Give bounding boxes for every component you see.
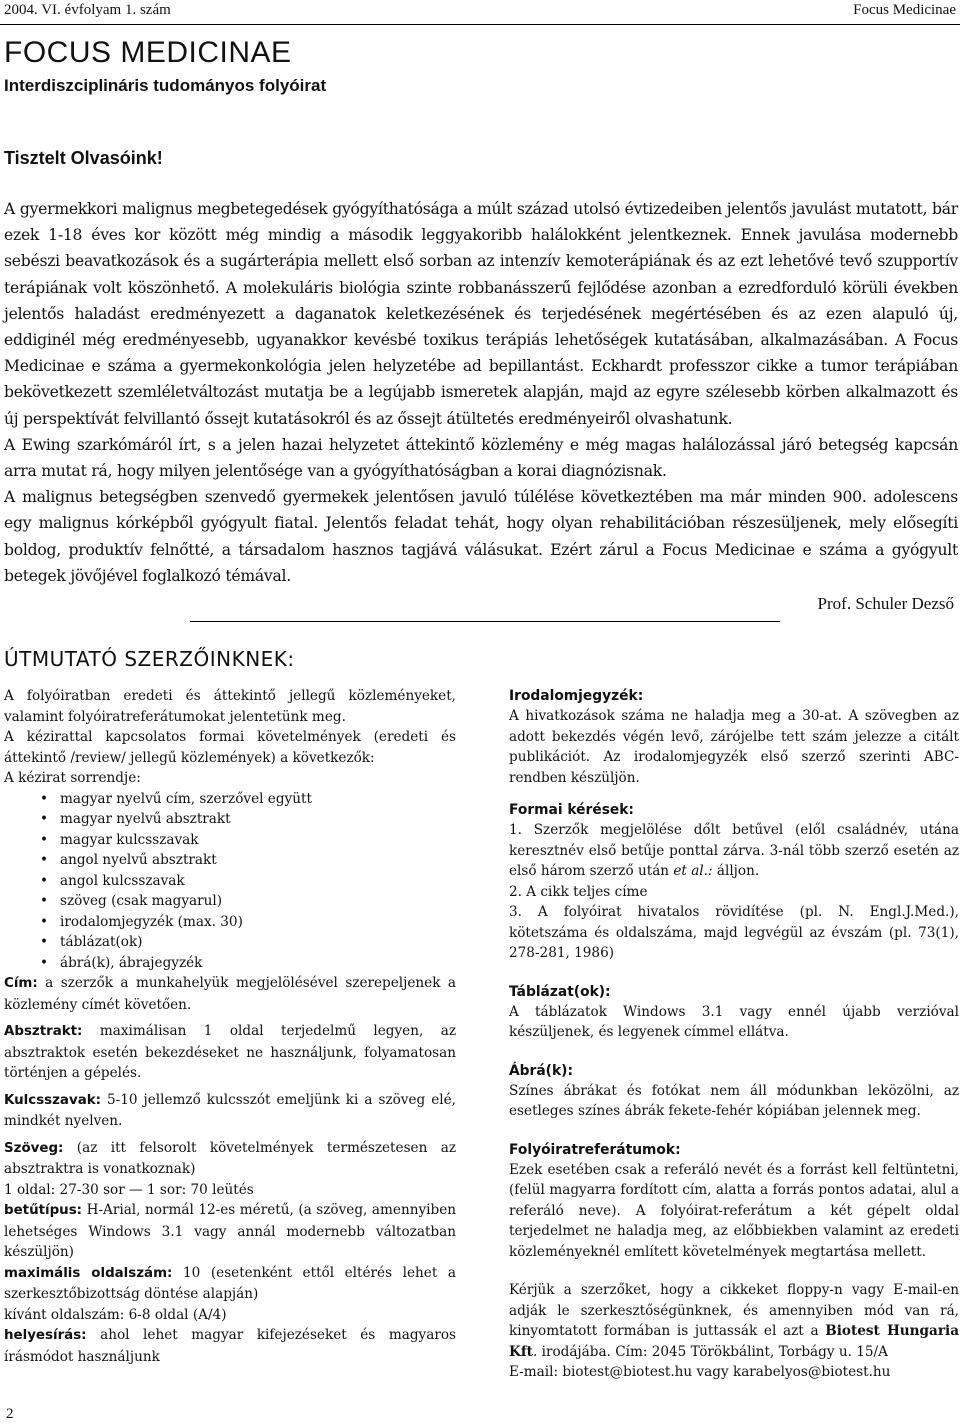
spelling-rule bbox=[4, 1325, 456, 1367]
author-guide-left-column bbox=[4, 686, 456, 1367]
list-item: • angol kulcsszavak bbox=[60, 871, 456, 892]
list-item: • magyar nyelvű absztrakt bbox=[60, 809, 456, 830]
rule-text: ahol lehet magyar kifejezéseket és magyaros írásmódot használjunk bbox=[4, 1327, 456, 1365]
tables-heading: Táblázat(ok): bbox=[509, 983, 611, 1000]
et-al-text: et al.: bbox=[673, 863, 713, 879]
guide-intro: A folyóiratban eredeti és áttekintő jellegű közleményeket, valamint folyóiratreferátumokat jelentetünk meg. bbox=[4, 688, 456, 725]
formal-request-text: 1. Szerzők megjelölése dőlt betűvel (elől családnév, utána keresztnév első betűje ponttal zárva. 3-nál több szerző esetén az első három szerző után bbox=[509, 822, 959, 879]
text-rule bbox=[4, 1138, 456, 1180]
formal-request-3: 3. A folyóirat hivatalos rövidítése (pl. N. Engl.J.Med.), kötetszáma és oldalszáma, majd legvégül az évszám (pl. 73(1), 278-281, 1986) bbox=[509, 904, 959, 961]
list-item: • magyar nyelvű cím, szerzővel együtt bbox=[60, 789, 456, 810]
formal-request-2: 2. A cikk teljes címe bbox=[509, 883, 648, 900]
editorial-greeting: Tisztelt Olvasóink! bbox=[4, 148, 163, 168]
rule-text: 10 (esetenként ettől eltérés lehet a szerkesztőbizottság döntése alapján) bbox=[4, 1264, 456, 1302]
rule-label: Cím: bbox=[4, 976, 38, 991]
rule-label: Szöveg: bbox=[4, 1140, 64, 1156]
list-item: • ábrá(k), ábrajegyzék bbox=[60, 953, 456, 974]
keywords-rule bbox=[4, 1090, 456, 1132]
rule-text: (az itt felsorolt követelmények természetesen az absztraktra is vonatkoznak) bbox=[4, 1139, 456, 1177]
formal-request-text: álljon. bbox=[712, 863, 760, 879]
editorial-signature: Prof. Schuler Dezső bbox=[817, 594, 954, 613]
list-item: • táblázat(ok) bbox=[60, 932, 456, 953]
rule-label: Absztrakt: bbox=[4, 1024, 83, 1039]
submission-text: Kérjük a szerzőket, hogy a cikkeket floppy-n vagy E-mail-en adják le szerkesztőségünknek, és amennyiben mód van rá, kinyomtatott formában is juttassák el azt a bbox=[509, 1282, 959, 1339]
abstract-rule bbox=[4, 1021, 456, 1084]
email-line: E-mail: biotest@biotest.hu vagy karabelyos@biotest.hu bbox=[509, 1364, 891, 1380]
rule-text: H-Arial, normál 12-es méretű, (a szöveg, amennyiben lehetséges Windows 3.1 vagy annál modernebb változatban készüljön) bbox=[4, 1202, 456, 1260]
formal-requests-heading: Formai kérések: bbox=[509, 802, 634, 818]
tables-text: A táblázatok Windows 3.1 vagy ennél újabb verzióval készüljenek, és legyenek címmel ellátva. bbox=[509, 1003, 959, 1040]
figures-text: Színes ábrákat és fotókat nem áll módunkban leközölni, az esetleges színes ábrák fekete-fehér kópiában jelennek meg. bbox=[509, 1082, 959, 1119]
list-item: • angol nyelvű absztrakt bbox=[60, 850, 456, 871]
manuscript-order-label: A kézirat sorrendje: bbox=[4, 770, 141, 786]
page-number: 2 bbox=[6, 1406, 14, 1422]
rule-text: maximálisan 1 oldal terjedelmű legyen, az absztraktok esetén bekezdéseket ne használjunk, folyamatosan történjen a gépelés. bbox=[4, 1023, 456, 1081]
guide-intro: A kézirattal kapcsolatos formai követelmények (eredeti és áttekintő /review/ jellegű közlemények) a következők: bbox=[4, 729, 456, 766]
header-divider bbox=[0, 24, 960, 25]
rule-text: 5-10 jellemző kulcsszót emeljünk ki a szöveg elé, mindkét nyelven. bbox=[4, 1091, 456, 1129]
formal-request-1 bbox=[509, 820, 959, 882]
journal-short-name: Focus Medicinae bbox=[853, 2, 956, 18]
submission-note bbox=[509, 1280, 959, 1362]
expected-pages: kívánt oldalszám: 6-8 oldal (A/4) bbox=[4, 1306, 227, 1323]
editorial-paragraph: A Ewing szarkómáról írt, s a jelen hazai helyzetet áttekintő közlemény e még magas halálozással járó betegség kapcsán arra mutat rá, hogy milyen jelentősége van a gyógyíthatóságban a korai diagnózisnak. bbox=[4, 435, 958, 481]
list-item: • szöveg (csak magyarul) bbox=[60, 891, 456, 912]
max-pages-rule bbox=[4, 1263, 456, 1305]
references-text: A hivatkozások száma ne haladja meg a 30-at. A szövegben az adott bekezdés végén levő, zárójelbe tett szám jelezze a citált publikációt. Az irodalomjegyzék első szerző szerinti ABC-rendben készüljön. bbox=[509, 708, 959, 786]
references-heading: Irodalomjegyzék: bbox=[509, 688, 644, 704]
editorial-body bbox=[4, 196, 958, 589]
font-rule bbox=[4, 1200, 456, 1263]
figures-heading: Ábrá(k): bbox=[509, 1062, 573, 1079]
title-rule bbox=[4, 973, 456, 1015]
rule-label: Kulcsszavak: bbox=[4, 1092, 101, 1108]
rule-label: helyesírás: bbox=[4, 1328, 87, 1343]
journal-title: FOCUS MEDICINAE bbox=[4, 36, 292, 69]
lines-info: 1 oldal: 27-30 sor — 1 sor: 70 leütés bbox=[4, 1181, 254, 1198]
rule-label: maximális oldalszám: bbox=[4, 1265, 173, 1281]
list-item: • irodalomjegyzék (max. 30) bbox=[60, 912, 456, 933]
submission-text: . irodájába. Cím: 2045 Törökbálint, Torbágy u. 15/A bbox=[532, 1343, 888, 1360]
company-name: Biotest Hungaria Kft bbox=[509, 1323, 959, 1360]
list-item: • magyar kulcsszavak bbox=[60, 830, 456, 851]
editorial-paragraph: A malignus betegségben szenvedő gyermekek jelentősen javuló túlélése következtében ma már minden 900. adolescens egy malignus kórképből gyógyult fiatal. Jelentős feladat tehát, hogy olyan rehabilitációban részesüljenek, mely elősegíti boldog, produktív felnőtté, a társadalom hasznos tagjává válásukat. Ezért zárul a Focus Medicinae e száma a gyógyult betegek jövőjével foglalkozó témával. bbox=[4, 488, 958, 585]
section-divider bbox=[190, 621, 780, 622]
author-guide-right-column bbox=[509, 686, 959, 1383]
editorial-paragraph: A gyermekkori malignus megbetegedések gyógyíthatósága a múlt század utolsó évtizedeiben jelentős javulást mutatott, bár ezek 1-18 éves kor között még mindig a második leggyakoribb halálokként jelentkeznek. Ennek javulása modernebb sebészi beavatkozások és a sugárterápia mellett első sorban az intenzív kemoterápiának és az ezt lehetővé tevő szupportív terápiának volt köszönhető. A molekuláris biológia szinte robbanásszerű fejlődése azonban a ezredforduló körüli években jelentős haladást eredményezett a daganatok keletkezésének és terjedésének megértésében és az ezen alapuló új, eddiginél még eredményesebb, ugyanakkor kevésbé toxikus terápiás lehetőségek kutatásában, alkalmazásában. A Focus Medicinae e száma a gyermekonkológia jelen helyzetébe ad bepillantást. Eckhardt professzor cikke a tumor terápiában bekövetkezett szemléletváltozást mutatja be a legújabb ismeretek alapján, majd az egyre szélesebb körben alkalmazott és új perspektívát felvillantó őssejt kutatásokról és az őssejt átültetés eredményeiről olvashatunk. bbox=[4, 200, 958, 428]
author-guide-title: ÚTMUTATÓ SZERZŐINKNEK: bbox=[4, 647, 295, 671]
rule-text: a szerzők a munkahelyük megjelölésével szerepeljenek a közlemény címét követően. bbox=[4, 975, 456, 1013]
reviews-heading: Folyóiratreferátumok: bbox=[509, 1141, 681, 1158]
journal-subtitle: Interdiszciplináris tudományos folyóirat bbox=[4, 76, 327, 95]
issue-label: 2004. VI. évfolyam 1. szám bbox=[4, 2, 171, 18]
manuscript-order-list bbox=[4, 789, 456, 974]
reviews-text: Ezek esetében csak a referáló nevét és a forrást kell feltüntetni, (felül magyarra fordított cím, alatta a forrás pontos adatai, alul a referáló neve). A folyóirat-referátum a két gépelt oldal terjedelmet ne haladja meg, az előbbiekben valamint az eredeti közleményeknél említett követelmények megtartása mellett. bbox=[509, 1161, 959, 1260]
rule-label: betűtípus: bbox=[4, 1203, 83, 1218]
